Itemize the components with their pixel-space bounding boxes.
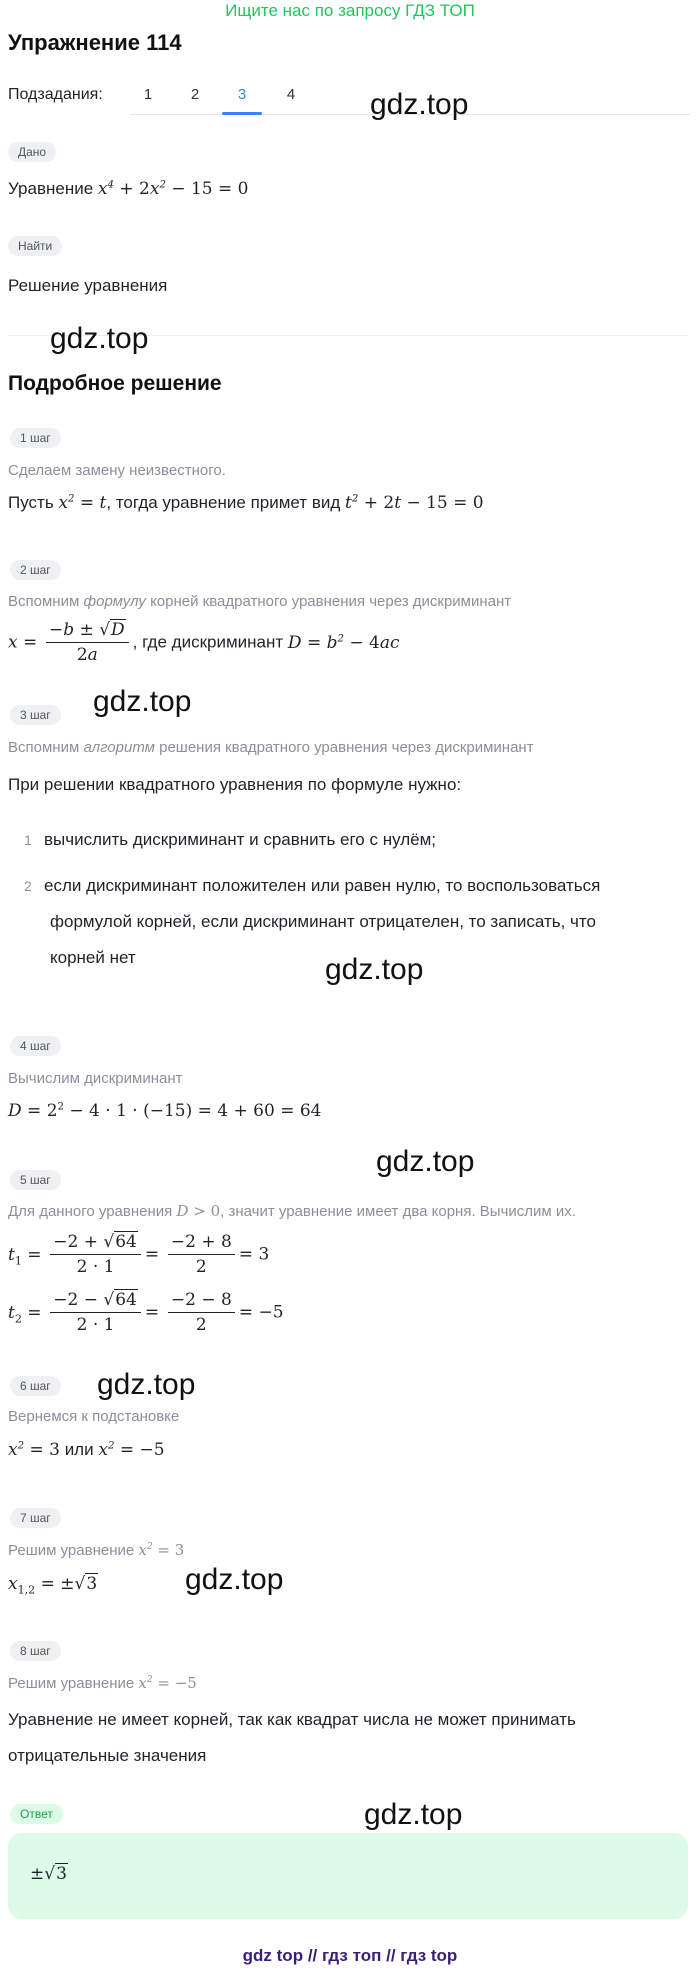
step-7-chip: 7 шаг xyxy=(10,1508,61,1528)
step-3-hint-a: Вспомним xyxy=(8,739,80,756)
step-5-hint-b: , значит уравнение имеет два корня. Вычислим их. xyxy=(220,1203,576,1220)
step-1-text-b: , тогда уравнение примет вид xyxy=(106,493,341,512)
step-7-hint-text: Решим уравнение xyxy=(8,1542,135,1559)
list-number: 2 xyxy=(24,878,32,894)
list-item: вычислить дискриминант и сравнить его с нулём; xyxy=(44,830,437,849)
step-5-hint-a: Для данного уравнения xyxy=(8,1203,173,1220)
find-text: Решение уравнения xyxy=(8,276,168,295)
step-7-hint: Решим уравнение $x^2 = 3$ xyxy=(8,1541,185,1559)
footer-separator: // xyxy=(386,1946,396,1965)
step-2-text: , где дискриминант xyxy=(132,632,284,652)
step-6-or: или xyxy=(64,1440,94,1459)
roots-formula: $\frac{-b \pm √D}{2a}$ xyxy=(46,620,129,665)
footer-link-gdz-top-ru[interactable]: гдз топ xyxy=(322,1946,382,1965)
watermark: gdz.top xyxy=(93,685,192,718)
watermark: gdz.top xyxy=(50,322,149,355)
watermark: gdz.top xyxy=(325,953,424,986)
footer-links xyxy=(0,1946,700,1966)
step-2-chip: 2 шаг xyxy=(10,560,61,580)
step-8-hint: Решим уравнение $x^2 = -5$ xyxy=(8,1674,197,1692)
step-8-chip: 8 шаг xyxy=(10,1641,61,1661)
step-3-text: При решении квадратного уравнения по формуле нужно: xyxy=(8,775,462,794)
watermark: gdz.top xyxy=(97,1368,196,1401)
page-title: Упражнение 114 xyxy=(8,30,182,55)
subtasks-label: Подзадания: xyxy=(8,86,103,103)
step-5-chip: 5 шаг xyxy=(10,1170,61,1190)
step-3-chip: 3 шаг xyxy=(10,705,61,725)
watermark: gdz.top xyxy=(376,1145,475,1178)
step-2-hint xyxy=(8,593,511,610)
step-2-hint-a: Вспомним xyxy=(8,593,80,610)
given-label: Уравнение xyxy=(8,179,94,198)
step-2-formula: x = $\frac{-b \pm √D}{2a}$ , где дискриминант $D = b^2 - 4ac$ xyxy=(8,620,400,665)
step-2-hint-em: формулу xyxy=(83,593,146,610)
watermark: gdz.top xyxy=(370,88,469,121)
answer-value: ±√3 xyxy=(30,1864,67,1884)
step-8-line: Уравнение не имеет корней, так как квадрат числа не может принимать xyxy=(8,1710,576,1729)
step-4-hint: Вычислим дискриминант xyxy=(8,1070,183,1087)
step-3-hint-em: алгоритм xyxy=(83,739,155,756)
step-6-hint: Вернемся к подстановке xyxy=(8,1408,180,1425)
step-7-result: $x_{1,2} = \pm√3$ xyxy=(8,1574,98,1597)
step-6-chip: 6 шаг xyxy=(10,1376,61,1396)
given-text xyxy=(8,179,249,199)
step-8-hint-text: Решим уравнение xyxy=(8,1675,135,1692)
step-3-hint xyxy=(8,739,534,756)
step-1-hint: Сделаем замену неизвестного. xyxy=(8,462,226,479)
discriminant-calc: $D = 2^2 - 4 \cdot 1 \cdot (-15) = 4 + 60 = 64$ xyxy=(8,1101,322,1121)
step-3-hint-b: решения квадратного уравнения через дискриминант xyxy=(159,739,534,756)
search-banner: Ищите нас по запросу ГДЗ ТОП xyxy=(225,1,475,20)
active-tab-indicator xyxy=(222,112,262,115)
list-item-line: корней нет xyxy=(50,948,136,967)
list-number: 1 xyxy=(24,832,32,848)
tab-subtask-2[interactable]: 2 xyxy=(190,86,200,103)
answer-chip: Ответ xyxy=(10,1804,63,1824)
step-4-chip: 4 шаг xyxy=(10,1036,61,1056)
solution-title: Подробное решение xyxy=(8,372,222,395)
footer-separator: // xyxy=(307,1946,318,1965)
step-5-hint: Для данного уравнения D > 0, значит уравнение имеет два корня. Вычислим их. xyxy=(8,1202,576,1220)
given-equation: $x^4 + 2x^2 - 15 = 0$ xyxy=(97,179,249,199)
footer-link-gdz-top[interactable]: gdz top xyxy=(242,1946,304,1965)
root-t1: $t_1$ = $\frac{-2 + √64}{2 \cdot 1}$ = $\frac{-2 + 8}{2}$ = 3 xyxy=(8,1232,270,1277)
answer-box xyxy=(8,1833,688,1919)
list-item-line: если дискриминант положителен или равен нулю, то воспользоваться xyxy=(44,876,601,895)
root-t2: $t_2$ = $\frac{-2 - √64}{2 \cdot 1}$ = $\frac{-2 - 8}{2}$ = −5 xyxy=(8,1290,284,1335)
tab-subtask-4[interactable]: 4 xyxy=(286,86,296,103)
list-item-line: формулой корней, если дискриминант отрицателен, то записать, что xyxy=(50,912,596,931)
given-chip: Дано xyxy=(8,142,56,162)
footer-link-gdz-top-mixed[interactable]: гдз top xyxy=(400,1946,458,1965)
step-2-hint-b: корней квадратного уравнения через дискриминант xyxy=(150,593,512,610)
watermark: gdz.top xyxy=(364,1798,463,1831)
tab-subtask-3[interactable]: 3 xyxy=(237,86,247,103)
step-1-chip: 1 шаг xyxy=(10,428,61,448)
step-1-text: Пусть $x^2 = t$, тогда уравнение примет вид $t^2 + 2t - 15 = 0$ xyxy=(8,493,484,513)
step-8-line: отрицательные значения xyxy=(8,1746,207,1765)
find-chip: Найти xyxy=(8,236,62,256)
step-1-text-a: Пусть xyxy=(8,493,54,512)
step-6-text: $x^2 = 3$ или $x^2 = -5$ xyxy=(8,1440,165,1460)
tab-subtask-1[interactable]: 1 xyxy=(143,86,153,103)
watermark: gdz.top xyxy=(185,1563,284,1596)
